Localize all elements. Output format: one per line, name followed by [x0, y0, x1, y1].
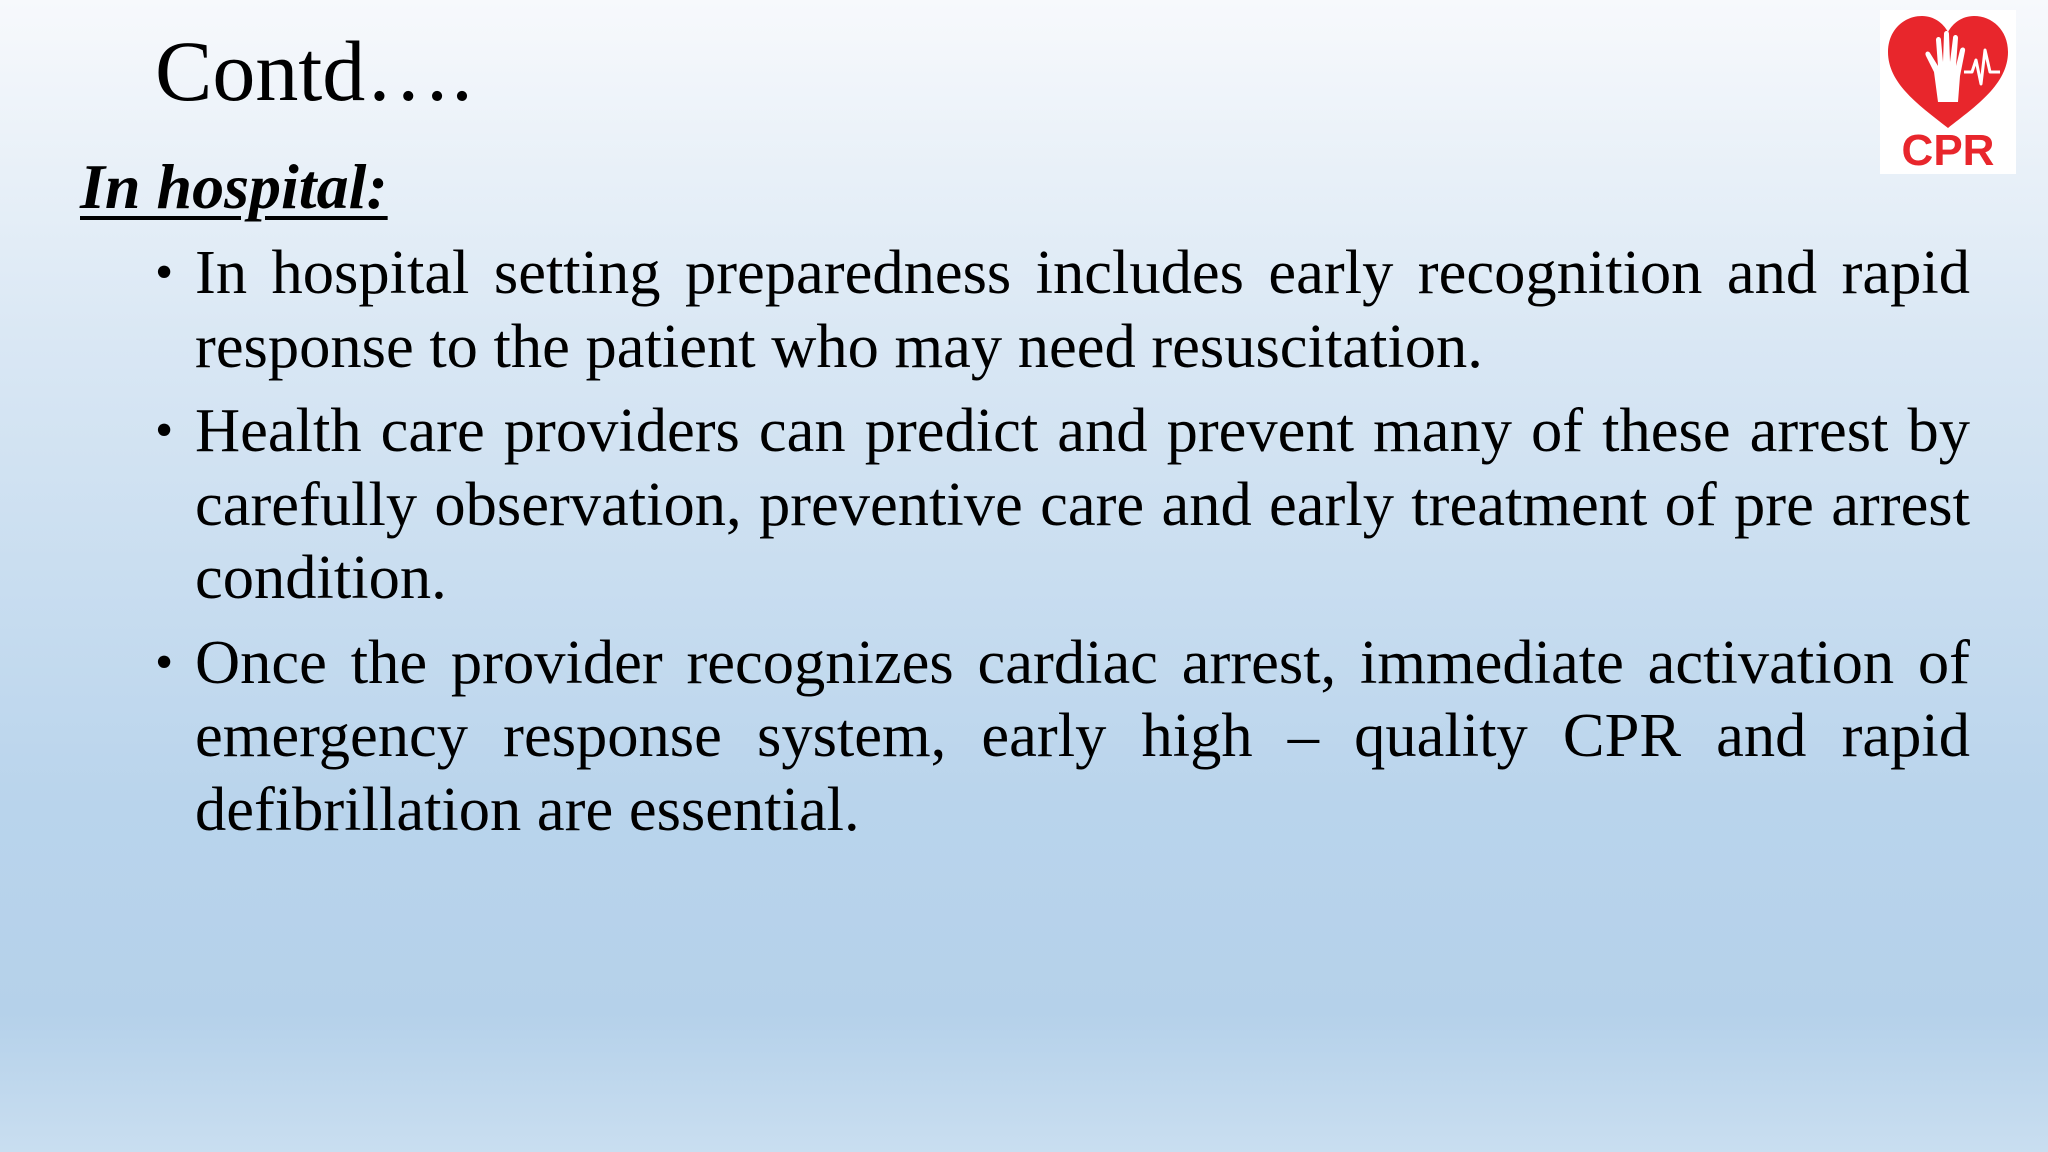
bullet-text: Health care providers can predict and prevent many of these arrest by carefully observation, preventive care and early treatment of pre arrest condition. [195, 395, 1970, 612]
bullet-text: Once the provider recognizes cardiac arrest, immediate activation of emergency response system, early high – quality CPR and rapid defibrillation are essential. [195, 626, 1970, 844]
section-heading: In hospital: [80, 151, 388, 222]
cpr-logo [1880, 10, 2016, 174]
logo-label: CPR [1901, 126, 1995, 174]
bullet-dot-icon: • [155, 633, 174, 691]
bullet-item [155, 394, 1970, 615]
slide-title: Contd…. [155, 23, 473, 119]
bullet-dot-icon: • [155, 244, 174, 301]
bullet-item [155, 236, 1970, 383]
bullet-text: In hospital setting preparedness includes early recognition and rapid response to the patient who may need resuscitation. [195, 237, 1970, 381]
bullet-list [155, 236, 1970, 857]
heart-hand-icon [1880, 10, 2016, 174]
bullet-item [155, 626, 1970, 847]
bullet-dot-icon: • [155, 402, 174, 459]
